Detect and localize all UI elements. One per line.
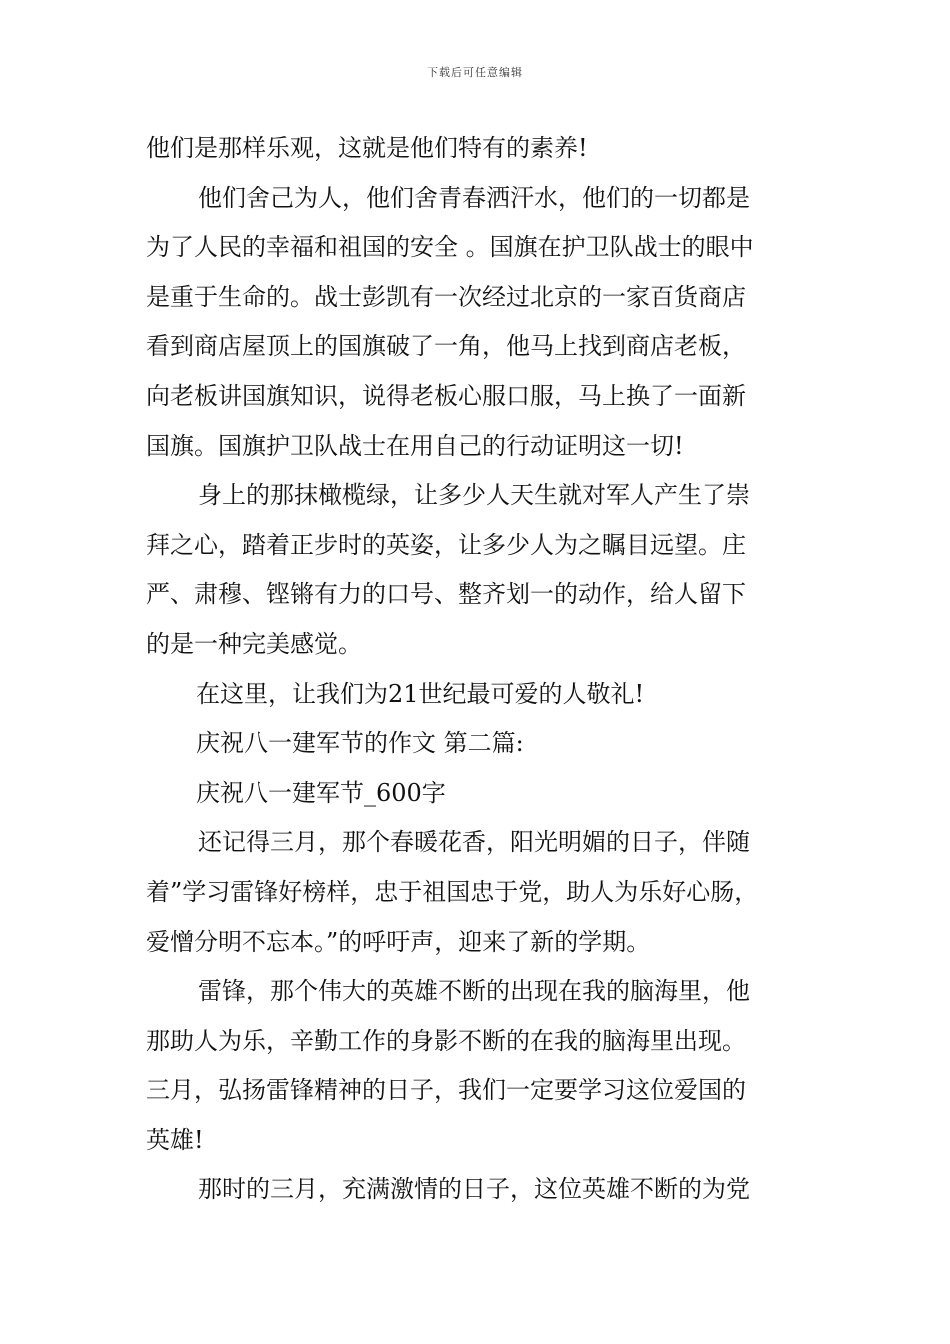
paragraph-first-line: 在这里，让我们为21世纪最可爱的人敬礼! <box>196 679 645 708</box>
page-header-note: 下载后可任意编辑 <box>427 66 523 79</box>
paragraph-first-line: 那时的三月，充满激情的日子，这位英雄不断的为党 <box>198 1175 750 1204</box>
paragraph-first-line: 身上的那抹橄榄绿，让多少人天生就对军人产生了崇 <box>198 481 750 510</box>
essay-title: 庆祝八一建军节_600字 <box>196 778 446 807</box>
text-line: 英雄! <box>146 1125 204 1154</box>
section-heading: 庆祝八一建军节的作文 第二篇: <box>196 729 524 758</box>
text-line: 爱憎分明不忘本。”的呼吁声，迎来了新的学期。 <box>146 927 651 956</box>
paragraph-first-line: 雷锋，那个伟大的英雄不断的出现在我的脑海里，他 <box>198 977 750 1006</box>
text-line: 向老板讲国旗知识，说得老板心服口服，马上换了一面新 <box>146 381 746 410</box>
text-line: 为了人民的幸福和祖国的安全 。国旗在护卫队战士的眼中 <box>146 233 754 262</box>
text-line: 是重于生命的。战士彭凯有一次经过北京的一家百货商店 <box>146 282 746 311</box>
text-line: 三月，弘扬雷锋精神的日子，我们一定要学习这位爱国的 <box>146 1076 746 1105</box>
text-line: 那助人为乐，辛勤工作的身影不断的在我的脑海里出现。 <box>146 1026 746 1055</box>
text-line: 的是一种完美感觉。 <box>146 629 362 658</box>
document-body <box>146 124 826 1215</box>
text-line: 严、肃穆、铿锵有力的口号、整齐划一的动作，给人留下 <box>146 580 746 609</box>
text-line: 拜之心，踏着正步时的英姿，让多少人为之瞩目远望。庄 <box>146 530 746 559</box>
text-line: 国旗。国旗护卫队战士在用自己的行动证明这一切! <box>146 431 684 460</box>
text-line: 着”学习雷锋好榜样，忠于祖国忠于党，助人为乐好心肠， <box>146 877 759 906</box>
text-line: 他们是那样乐观，这就是他们特有的素养! <box>146 134 588 162</box>
text-line: 看到商店屋顶上的国旗破了一角，他马上找到商店老板， <box>146 332 746 361</box>
paragraph-first-line: 还记得三月，那个春暖花香，阳光明媚的日子，伴随 <box>198 828 750 857</box>
paragraph-first-line: 他们舍己为人，他们舍青春洒汗水，他们的一切都是 <box>198 183 750 212</box>
